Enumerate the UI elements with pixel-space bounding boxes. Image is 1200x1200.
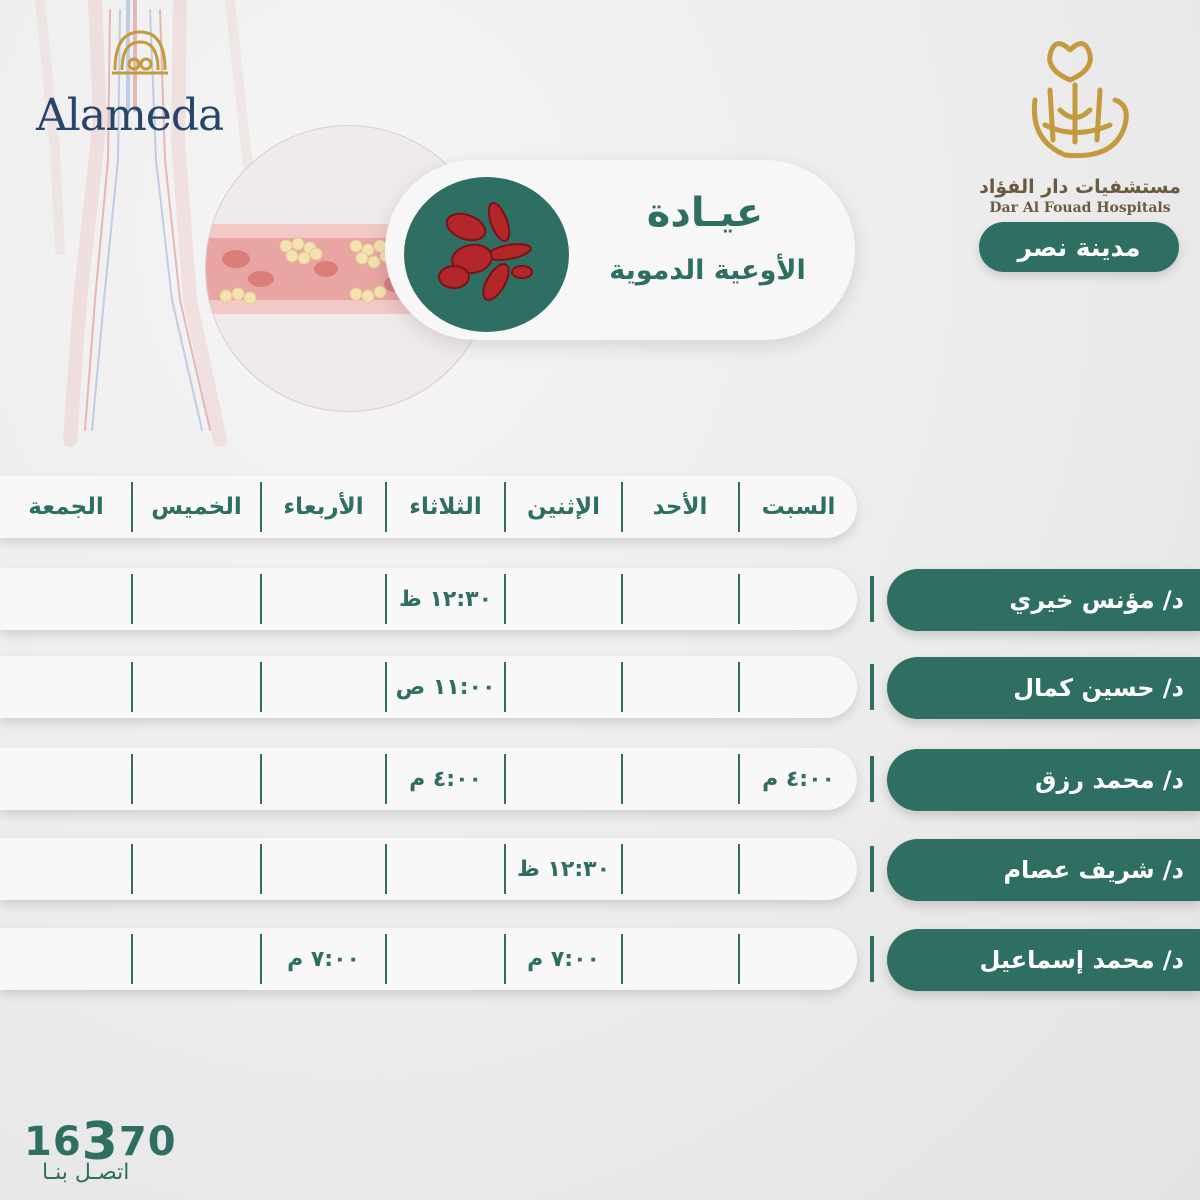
hotline-part: 70: [118, 1119, 177, 1165]
schedule-cell: [0, 568, 132, 630]
divider: [131, 754, 133, 804]
divider: [504, 754, 506, 804]
schedule-cell: [132, 568, 261, 630]
schedule-cell: [622, 838, 738, 900]
day-tuesday: الثلاثاء: [409, 494, 482, 520]
schedule-cell: [505, 748, 622, 810]
divider: [385, 754, 387, 804]
day-monday: الإثنين: [526, 494, 601, 520]
day-sunday: الأحد: [652, 494, 708, 520]
schedule-cell: ١١:٠٠ ص: [395, 674, 496, 700]
day-saturday: السبت: [761, 494, 836, 520]
divider: [621, 482, 623, 532]
row-marker: [870, 936, 874, 982]
schedule-cell: [622, 928, 738, 990]
divider: [738, 754, 740, 804]
schedule-row: [0, 656, 857, 718]
divider: [621, 574, 623, 624]
divider: [738, 662, 740, 712]
schedule-row: [0, 838, 857, 900]
doctor-name: د/ شريف عصام: [887, 839, 1200, 901]
divider: [504, 574, 506, 624]
schedule-cell: ٧:٠٠ م: [287, 946, 360, 972]
divider: [131, 482, 133, 532]
doctor-name: د/ محمد رزق: [887, 749, 1200, 811]
day-friday: الجمعة: [28, 494, 104, 520]
dar-al-fouad-emblem-icon: [975, 30, 1185, 170]
row-marker: [870, 664, 874, 710]
schedule-cell: ١٢:٣٠ ظ: [516, 856, 611, 882]
divider: [385, 482, 387, 532]
divider: [385, 574, 387, 624]
alameda-wordmark: Alameda: [36, 90, 224, 141]
divider: [621, 662, 623, 712]
schedule-cell: [132, 928, 261, 990]
hotline-part: 16: [24, 1119, 82, 1165]
schedule-cell: [261, 568, 386, 630]
schedule-cell: ٤:٠٠ م: [762, 766, 835, 792]
contact-us-label: اتصـل بنـا: [42, 1160, 130, 1185]
schedule-cell: [261, 838, 386, 900]
hotline-part: 3: [81, 1112, 119, 1172]
schedule-cell: [505, 656, 622, 718]
schedule-cell: [0, 748, 132, 810]
row-marker: [870, 846, 874, 892]
row-marker: [870, 576, 874, 622]
divider: [385, 844, 387, 894]
divider: [504, 844, 506, 894]
schedule-cell: [622, 656, 738, 718]
schedule-row: [0, 928, 857, 990]
doctor-name: د/ محمد إسماعيل: [887, 929, 1200, 991]
doctor-name: د/ حسين كمال: [887, 657, 1200, 719]
clinic-subtitle: الأوعية الدموية: [609, 255, 806, 286]
divider: [621, 754, 623, 804]
schedule-cell: [132, 748, 261, 810]
row-marker: [870, 756, 874, 802]
divider: [260, 574, 262, 624]
schedule-cell: [740, 656, 857, 718]
days-header: [0, 476, 857, 538]
hospital-name-arabic: مستشفيات دار الفؤاد: [979, 176, 1181, 198]
day-wednesday: الأربعاء: [283, 494, 364, 520]
divider: [621, 844, 623, 894]
divider: [260, 754, 262, 804]
schedule-cell: [261, 656, 386, 718]
schedule-cell: [386, 928, 505, 990]
schedule-cell: [132, 838, 261, 900]
hospital-name-english: Dar Al Fouad Hospitals: [989, 200, 1171, 216]
divider: [738, 574, 740, 624]
divider: [738, 934, 740, 984]
dar-al-fouad-logo: [975, 30, 1185, 220]
schedule-cell: [0, 838, 132, 900]
divider: [738, 844, 740, 894]
alameda-logo: [30, 20, 250, 141]
divider: [504, 934, 506, 984]
schedule-cell: [622, 748, 738, 810]
divider: [260, 934, 262, 984]
schedule-cell: [0, 656, 132, 718]
divider: [260, 844, 262, 894]
alameda-emblem-icon: [30, 20, 250, 90]
schedule-cell: [505, 568, 622, 630]
clinic-title: عيـادة: [646, 190, 764, 236]
divider: [385, 934, 387, 984]
branch-badge: مدينة نصر: [979, 222, 1179, 272]
schedule-cell: [740, 928, 857, 990]
divider: [131, 934, 133, 984]
divider: [504, 662, 506, 712]
divider: [131, 662, 133, 712]
schedule-row: [0, 748, 857, 810]
divider: [131, 574, 133, 624]
schedule-cell: [132, 656, 261, 718]
schedule-cell: [622, 568, 738, 630]
hotline-number[interactable]: [24, 1108, 177, 1172]
schedule-cell: [740, 568, 857, 630]
divider: [738, 482, 740, 532]
divider: [131, 844, 133, 894]
schedule-cell: [386, 838, 505, 900]
schedule-row: [0, 568, 857, 630]
day-thursday: الخميس: [151, 494, 242, 520]
divider: [260, 482, 262, 532]
divider: [385, 662, 387, 712]
schedule-cell: ٤:٠٠ م: [409, 766, 482, 792]
schedule-cell: [740, 838, 857, 900]
divider: [621, 934, 623, 984]
divider: [504, 482, 506, 532]
schedule-cell: [261, 748, 386, 810]
doctor-name: د/ مؤنس خيري: [887, 569, 1200, 631]
schedule-cell: [0, 928, 132, 990]
schedule-cell: ٧:٠٠ م: [527, 946, 600, 972]
divider: [260, 662, 262, 712]
red-blood-cells-icon: [404, 177, 569, 332]
schedule-cell: ١٢:٣٠ ظ: [398, 586, 493, 612]
